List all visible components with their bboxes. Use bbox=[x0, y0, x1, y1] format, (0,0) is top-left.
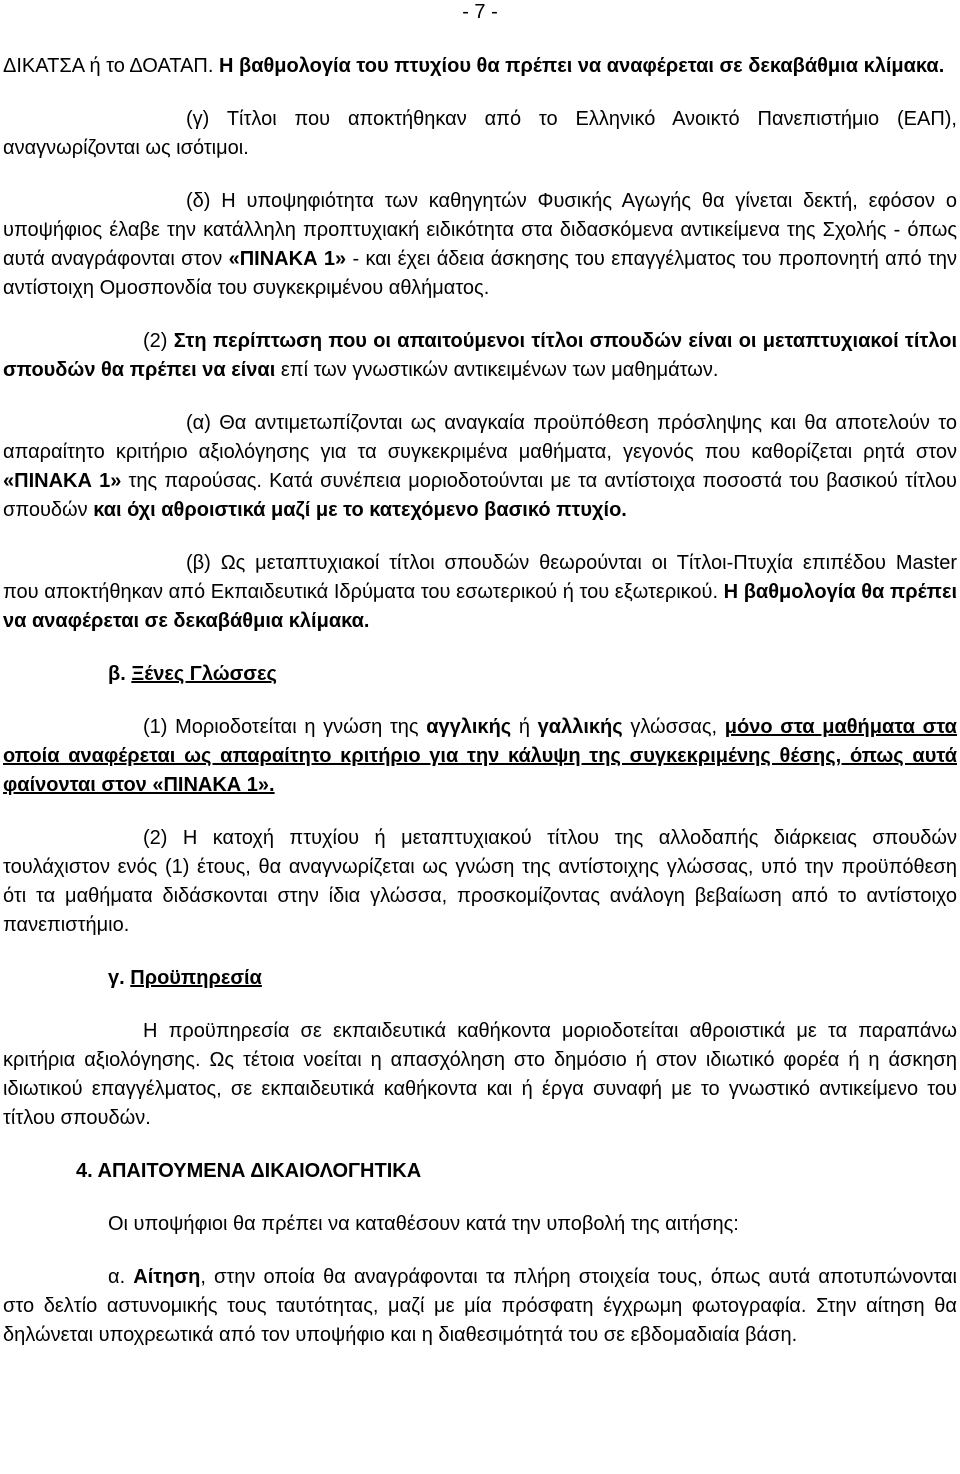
text: ΔΙΚΑΤΣΑ ή το ΔΟΑΤΑΠ. bbox=[3, 55, 219, 77]
heading-label: γ. bbox=[108, 967, 131, 989]
heading-title: Ξένες Γλώσσες bbox=[131, 663, 277, 685]
text: ή bbox=[511, 716, 538, 738]
paragraph-prerequisite bbox=[3, 409, 957, 525]
paragraph-physical-education bbox=[3, 187, 957, 303]
text: της παρούσας. Κατά συνέπεια μοριοδοτούνται με τα αντίστοιχα ποσοστά του βασικού τίτλου σπουδών bbox=[3, 470, 957, 521]
bold-text: Στη περίπτωση που οι απαιτούμενοι τίτλοι σπουδών είναι οι μεταπτυχιακοί τίτλοι σπουδών θα πρέπει να είναι bbox=[3, 330, 957, 381]
paragraph-documents-intro bbox=[108, 1210, 957, 1239]
heading-label: 4. bbox=[76, 1160, 98, 1182]
paragraph-postgraduate-required bbox=[3, 327, 957, 385]
heading-title: Προϋπηρεσία bbox=[130, 967, 262, 989]
bold-text: Αίτηση bbox=[133, 1266, 201, 1288]
paragraph-experience bbox=[3, 1017, 957, 1133]
text: (δ) Η υποψηφιότητα των καθηγητών Φυσικής Αγωγής θα γίνεται δεκτή, εφόσον ο υποψήφιος έλαβε την κατάλληλη προπτυχιακή ειδικότητα στα διδασκόμενα αντικείμενα της Σχολής - όπως αυτά αναγράφονται στον bbox=[3, 190, 957, 270]
bold-text: γαλλικής bbox=[537, 716, 623, 738]
text: (β) Ως μεταπτυχιακοί τίτλοι σπουδών θεωρούνται οι Τίτλοι-Πτυχία επιπέδου Master που αποκτήθηκαν από Εκπαιδευτικά Ιδρύματα του εσωτερικού ή του εξωτερικού. bbox=[3, 552, 957, 603]
bold-text: Η βαθμολογία θα πρέπει να αναφέρεται σε δεκαβάθμια κλίμακα. bbox=[3, 581, 957, 632]
paragraph-degree-grading bbox=[3, 52, 957, 81]
bold-text: Η βαθμολογία του πτυχίου θα πρέπει να αναφέρεται σε δεκαβάθμια κλίμακα. bbox=[218, 55, 945, 77]
text: (2) bbox=[143, 330, 174, 352]
paragraph-application bbox=[3, 1263, 957, 1350]
text: , στην οποία θα αναγράφονται τα πλήρη στοιχεία τους, όπως αυτά αποτυπώνονται στο δελτίο αστυνομικής τους ταυτότητας, μαζί με μία πρόσφατη έγχρωμη φωτογραφία. Στην αίτηση θα δηλώνεται υποχρεωτικά από τον υποψήφιο και η διαθεσιμότητά του σε εβδομαδιαία βάση. bbox=[3, 1266, 957, 1346]
text: (2) Η κατοχή πτυχίου ή μεταπτυχιακού τίτλου της αλλοδαπής διάρκειας σπουδών τουλάχιστον ενός (1) έτους, θα αναγνωρίζεται ως γνώση της αντίστοιχης γλώσσας, υπό την προϋπόθεση ότι τα μαθήματα διδάσκονται στην ίδια γλώσσα, προσκομίζοντας ανάλογη βεβαίωση από το αντίστοιχο πανεπιστήμιο. bbox=[3, 827, 957, 936]
text: - και έχει άδεια άσκησης του επαγγέλματος του προπονητή από την αντίστοιχη Ομοσπονδία του συγκεκριμένου αθλήματος. bbox=[3, 248, 957, 299]
section-heading-experience bbox=[108, 964, 957, 993]
paragraph-master-titles bbox=[3, 549, 957, 636]
text: (γ) Τίτλοι που αποκτήθηκαν από το Ελληνικό Ανοικτό Πανεπιστήμιο (ΕΑΠ), αναγνωρίζονται ως ισότιμοι. bbox=[3, 108, 957, 159]
section-heading-required-documents bbox=[76, 1157, 957, 1186]
section-heading-foreign-languages bbox=[108, 660, 957, 689]
text: Οι υποψήφιοι θα πρέπει να καταθέσουν κατά την υποβολή της αιτήσης: bbox=[108, 1213, 739, 1235]
bold-text: και όχι αθροιστικά μαζί με το κατεχόμενο βασικό πτυχίο. bbox=[93, 499, 627, 521]
paragraph-eap-titles bbox=[3, 105, 957, 163]
page-number: - 7 - bbox=[462, 1, 498, 23]
text: επί των γνωστικών αντικειμένων των μαθημάτων. bbox=[275, 359, 719, 381]
text: (α) Θα αντιμετωπίζονται ως αναγκαία προϋπόθεση πρόσληψης και θα αποτελούν το απαραίτητο κριτήριο αξιολόγησης για τα συγκεκριμένα μαθήματα, γεγονός που καθορίζεται ρητά στον bbox=[3, 412, 957, 463]
paragraph-language-scoring bbox=[3, 713, 957, 800]
bold-text: «ΠΙΝΑΚΑ 1» bbox=[3, 470, 122, 492]
bold-underlined-text: μόνο στα μαθήματα στα οποία αναφέρεται ως απαραίτητο κριτήριο για την κάλυψη της συγκεκριμένης θέσης, όπως αυτά φαίνονται στον «ΠΙΝΑΚΑ 1». bbox=[3, 716, 957, 796]
heading-title: ΑΠΑΙΤΟΥΜΕΝΑ ΔΙΚΑΙΟΛΟΓΗΤΙΚΑ bbox=[97, 1160, 422, 1182]
text: γλώσσας, bbox=[622, 716, 725, 738]
text: (1) Μοριοδοτείται η γνώση της bbox=[143, 716, 427, 738]
paragraph-foreign-degree bbox=[3, 824, 957, 940]
text: α. bbox=[108, 1266, 134, 1288]
text: Η προϋπηρεσία σε εκπαιδευτικά καθήκοντα μοριοδοτείται αθροιστικά με τα παραπάνω κριτήρια αξιολόγησης. Ως τέτοια νοείται η απασχόληση στο δημόσιο ή στον ιδιωτικό φορέα ή η άσκηση ιδιωτικού επαγγέλματος, σε εκπαιδευτικά καθήκοντα και ή έργα συναφή με το γνωστικό αντικείμενο του τίτλου σπουδών. bbox=[3, 1020, 957, 1129]
heading-label: β. bbox=[108, 663, 132, 685]
document-body bbox=[3, 52, 957, 1350]
bold-text: «ΠΙΝΑΚΑ 1» bbox=[228, 248, 347, 270]
bold-text: αγγλικής bbox=[426, 716, 512, 738]
